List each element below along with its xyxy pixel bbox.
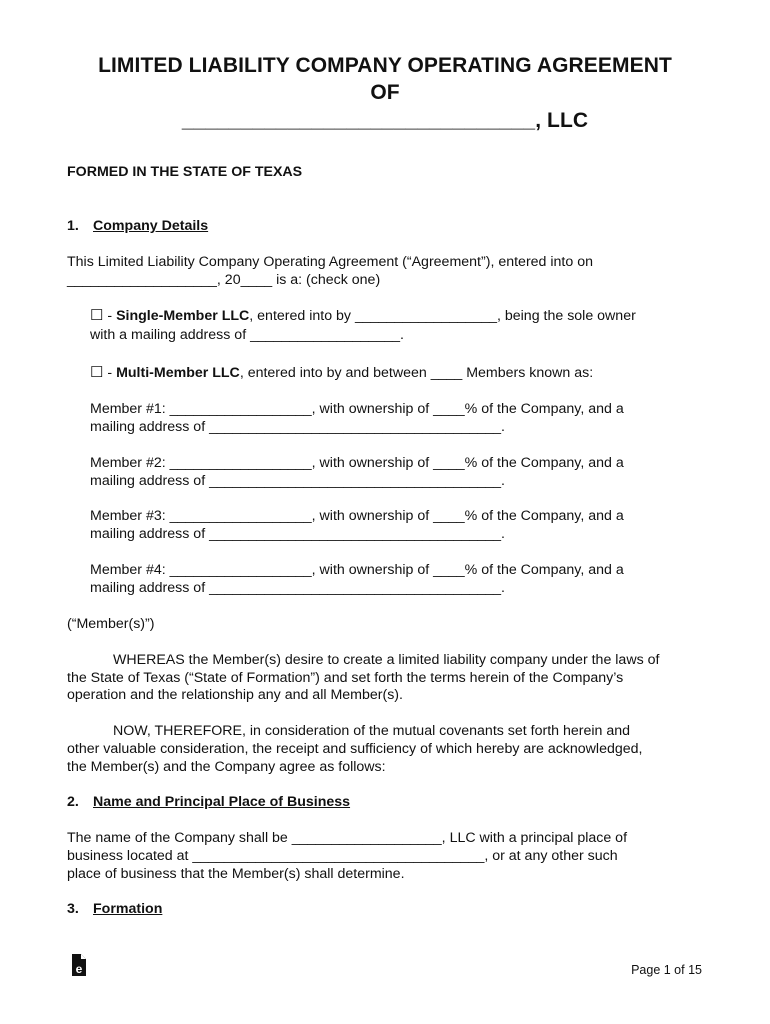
members-label: (“Member(s)”)	[67, 616, 155, 632]
whereas-line-1: WHEREAS the Member(s) desire to create a limited liability company under the laws of	[113, 652, 660, 668]
now-therefore-line-2: other valuable consideration, the receipt and sufficiency of which hereby are acknowledged,	[67, 741, 643, 757]
multi-member-label: Multi-Member LLC	[116, 365, 240, 381]
document-e-logo-icon	[70, 953, 88, 977]
whereas-line-3: operation and the relationship any and all Member(s).	[67, 687, 403, 703]
section-2-line-3: place of business that the Member(s) shall determine.	[67, 866, 405, 882]
whereas-line-2: the State of Texas (“State of Formation”) and set forth the terms herein of the Company’s	[67, 670, 624, 686]
member-3-line-2: mailing address of _____________________________________.	[90, 526, 505, 542]
section-1-title: Company Details	[93, 218, 209, 234]
section-2-heading	[67, 793, 350, 811]
intro-line-2: ___________________, 20____ is a: (check one)	[67, 272, 381, 288]
section-3-heading	[67, 900, 162, 918]
single-member-option: ☐ - Single-Member LLC, entered into by __________________, being the sole owner	[90, 307, 636, 324]
section-1-number: 1.	[67, 218, 79, 234]
member-4-line-2: mailing address of _____________________________________.	[90, 580, 505, 596]
multi-member-option: ☐ - Multi-Member LLC, entered into by and between ____ Members known as:	[90, 364, 594, 381]
section-2-title: Name and Principal Place of Business	[93, 794, 351, 810]
formed-state-heading: FORMED IN THE STATE OF TEXAS	[67, 164, 303, 180]
member-2-line-1: Member #2: __________________, with ownership of ____% of the Company, and a	[90, 455, 624, 471]
now-therefore-line-1: NOW, THEREFORE, in consideration of the mutual covenants set forth herein and	[113, 723, 631, 739]
single-member-label: Single-Member LLC	[116, 308, 250, 324]
svg-text:e: e	[75, 962, 83, 976]
section-3-number: 3.	[67, 901, 79, 917]
member-1-line-2: mailing address of _____________________________________.	[90, 419, 505, 435]
single-member-line-2: with a mailing address of ___________________.	[90, 327, 404, 343]
section-2-number: 2.	[67, 794, 79, 810]
now-therefore-line-3: the Member(s) and the Company agree as follows:	[67, 759, 386, 775]
page-number: Page 1 of 15	[631, 963, 702, 977]
member-4-line-1: Member #4: __________________, with ownership of ____% of the Company, and a	[90, 562, 624, 578]
multi-member-checkbox[interactable]: ☐	[90, 364, 104, 381]
section-2-line-1: The name of the Company shall be ___________________, LLC with a principal place of	[67, 830, 628, 846]
member-2-line-2: mailing address of _____________________________________.	[90, 473, 505, 489]
section-2-line-2: business located at _____________________________________, or at any other such	[67, 848, 618, 864]
section-1-heading	[67, 217, 208, 235]
intro-line-1: This Limited Liability Company Operating Agreement (“Agreement”), entered into on	[67, 254, 593, 270]
document-title-line1: LIMITED LIABILITY COMPANY OPERATING AGREEMENT	[98, 54, 672, 77]
document-title-line2: OF	[370, 81, 400, 104]
member-3-line-1: Member #3: __________________, with ownership of ____% of the Company, and a	[90, 508, 624, 524]
member-1-line-1: Member #1: __________________, with ownership of ____% of the Company, and a	[90, 401, 624, 417]
section-3-title: Formation	[93, 901, 163, 917]
single-member-checkbox[interactable]: ☐	[90, 307, 104, 324]
document-title-line3: ______________________________, LLC	[181, 109, 589, 132]
